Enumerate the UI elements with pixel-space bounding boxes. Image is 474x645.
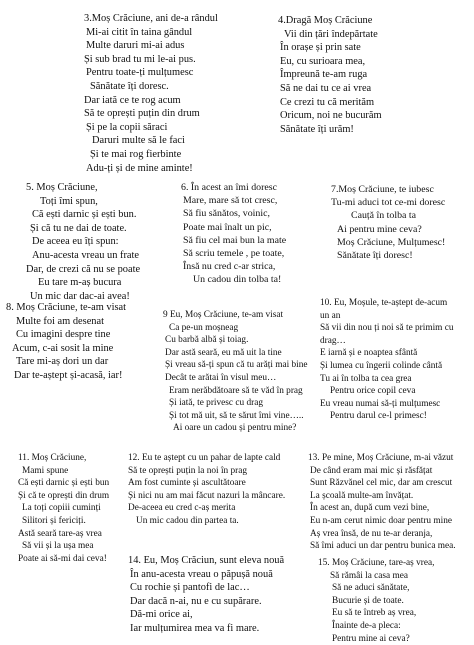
poem-line: Și că te oprești din drum (18, 490, 110, 501)
poem-line: 4.Dragă Moș Crăciune (278, 15, 373, 26)
poem-line: Un mic dar dac-ai avea! (30, 290, 130, 302)
poem-line: Eu să te întreb aș vrea, (332, 608, 417, 619)
poem-line: Un mic cadou din partea ta. (136, 515, 239, 526)
poem-line: Să scriu temele , pe toate, (183, 248, 285, 260)
poem-line: drag… (320, 335, 346, 346)
poem-line: La școală multe-am învățat. (310, 490, 414, 501)
poem-line: 3.Moș Crăciune, ani de-a rândul (84, 13, 218, 24)
poem-line: Împreună te-am ruga (280, 69, 368, 81)
poem-7 (331, 183, 445, 262)
poem-line: De-aceea eu cred c-aș merita (128, 503, 236, 514)
poem-6 (181, 181, 286, 287)
poem-10 (320, 297, 454, 423)
poem-line: Înainte de-a pleca: (332, 620, 401, 631)
poem-line: Pentru mine ai ceva? (332, 633, 410, 644)
poem-line: Toți îmi spun, (40, 195, 98, 207)
poem-4 (278, 14, 382, 136)
poem-line: Și tot mă uit, să te sărut îmi vine….. (169, 410, 304, 421)
poem-14 (128, 554, 284, 636)
poem-line: Să vii și la ușa mea (22, 541, 94, 552)
poem-line: Dar astă seară, eu mă uit la tine (165, 347, 282, 358)
poem-line: Sănătate îți doresc. (90, 80, 169, 92)
poem-line: Sănătate îți doresc! (337, 250, 413, 262)
poem-11 (18, 452, 109, 565)
poem-line: Am fost cuminte și ascultătoare (128, 478, 246, 489)
poem-line: Și sub brad tu mi le-ai pus. (84, 53, 196, 65)
poem-line: În acest an, după cum vezi bine, (310, 503, 430, 514)
poem-line: Ai pentru mine ceva? (337, 223, 422, 235)
poem-3 (84, 12, 218, 175)
poem-line: Că ești darnic și ești bun. (32, 209, 137, 221)
poem-line: Sănătate îți urăm! (280, 123, 354, 135)
poem-line: Tare mi-aș dori un dar (16, 356, 109, 368)
poem-line: 5. Moș Crăciune, (26, 182, 98, 193)
poem-line: Ce crezi tu că merităm (280, 96, 375, 108)
poem-line: Dar te-aștept și-acasă, iar! (14, 369, 123, 381)
poem-line: Eu vreau numai să-ți mulțumesc (320, 398, 441, 409)
poem-line: Să rămâi la casa mea (330, 570, 408, 581)
poem-line: 7.Moș Crăciune, te iubesc (331, 184, 434, 195)
poem-line: Mi-ai citit în taina gândul (86, 26, 193, 38)
poem-line: Bucurie și de toate. (332, 595, 404, 606)
poem-line: Eram nerăbdătoare să te văd în prag (169, 385, 303, 396)
poem-line: Să ne aduci sănătate, (332, 583, 410, 594)
poem-line: În orașe și prin sate (280, 42, 361, 54)
poem-line: Și te mai rog fierbinte (90, 148, 182, 160)
poem-line: Cauță în tolba ta (351, 210, 416, 222)
poem-15 (318, 557, 434, 645)
poem-line: Astă seară tare-aș vrea (18, 528, 102, 539)
poem-line: Și că tu ne dai de toate. (30, 222, 127, 234)
poem-line: Mare, mare să tot cresc, (183, 195, 278, 207)
poem-line: Pentru darul ce-l primesc! (330, 411, 427, 422)
poem-13 (308, 452, 456, 553)
poem-line: Dar dacă n-ai, nu e cu supărare. (130, 595, 262, 607)
poem-line: De aceea eu îți spun: (32, 236, 119, 248)
poem-line: Acum, c-ai sosit la mine (12, 342, 114, 354)
poem-line: Să îmi aduci un dar pentru bunica mea. (310, 541, 456, 552)
poem-line: Daruri multe să le faci (92, 135, 185, 147)
poem-line: Ca pe-un moșneag (169, 322, 239, 333)
poem-line: Dar, de crezi că nu se poate (26, 263, 141, 275)
poem-9 (163, 309, 308, 435)
poem-line: 12. Eu te aștept cu un pahar de lapte cald (128, 453, 281, 463)
poem-line: La toți copiii cuminți (22, 503, 101, 514)
poem-line: Și nici nu am mai făcut nazuri la mâncare. (128, 490, 286, 501)
poem-line: Însă nu cred c-ar strica, (183, 261, 276, 273)
poem-line: Anu-acesta vreau un frate (32, 249, 140, 261)
poem-line: un an (320, 310, 341, 321)
poem-line: Aș vrea însă, de nu te-ar deranja, (310, 528, 433, 539)
poem-12 (128, 452, 285, 528)
poem-line: Poate ai să-mi dai ceva! (18, 553, 107, 564)
poem-line: Ai oare un cadou și pentru mine? (173, 423, 297, 434)
poem-line: Și lumea cu îngerii colinde cântă (320, 360, 443, 371)
poem-line: Și vreau să-ți spun că tu arăți mai bine (165, 360, 308, 371)
poem-line: Moș Crăciune, Mulțumesc! (337, 236, 446, 248)
poem-line: Oricum, noi ne bucurăm (280, 110, 382, 122)
poem-line: 6. În acest an îmi doresc (181, 182, 277, 193)
poem-line: E iarnă și e noaptea sfântă (320, 348, 418, 359)
poem-line: Multe foi am desenat (16, 315, 105, 327)
poem-line: Cu barbă albă și toiag. (165, 335, 249, 346)
poem-line: Iar mulțumirea mea va fi mare. (130, 622, 260, 634)
poem-line: Decât te arătai în visul meu… (165, 372, 277, 383)
poem-line: Dar iată ce te rog acum (84, 94, 181, 106)
poem-line: Vii din țări îndepărtate (284, 28, 378, 40)
poem-8 (6, 301, 126, 383)
poem-line: Mami spune (22, 465, 69, 476)
poem-line: Și pe la copii săraci (86, 121, 168, 133)
poem-line: Tu ai în tolba ta cea grea (320, 373, 412, 384)
poem-line: Eu, cu surioara mea, (280, 55, 366, 67)
poem-line: Să ne dai tu ce ai vrea (280, 82, 372, 94)
poem-line: Pentru toate-ți mulțumesc (86, 67, 194, 79)
poem-line: Poate mai înalt un pic, (183, 221, 272, 233)
poem-line: Eu tare m-aș bucura (38, 277, 122, 289)
poem-line: Să vii din nou ți noi să te primim cu (320, 323, 454, 334)
poem-line: Dă-mi orice ai, (130, 609, 193, 621)
poem-line: 15. Moș Crăciune, tare-aș vrea, (318, 558, 435, 568)
poem-line: Sunt Răzvănel cel mic, dar am crescut (310, 478, 453, 489)
poem-5 (26, 181, 140, 303)
poem-line: Și iată, te privesc cu drag (169, 398, 263, 409)
poem-line: Că ești darnic și ești bun (18, 478, 110, 489)
poem-line: Silitori și fericiți. (22, 515, 86, 526)
poem-line: Pentru orice copil ceva (330, 386, 416, 397)
poem-line: 8. Moș Crăciune, te-am visat (6, 302, 127, 313)
poem-line: Eu n-am cerut nimic doar pentru mine (310, 515, 452, 526)
poem-line: Să te oprești puțin la noi în prag (128, 465, 248, 476)
poem-line: Cu imagini despre tine (16, 329, 111, 341)
poem-line: 9 Eu, Moș Crăciune, te-am visat (163, 310, 284, 320)
poem-line: Să fiu cel mai bun la mate (183, 234, 287, 246)
poem-line: 11. Moș Crăciune, (18, 453, 87, 463)
poem-line: De când eram mai mic și răsfățat (310, 465, 433, 476)
poem-line: 13. Pe mine, Moș Crăciune, m-ai văzut (308, 453, 454, 463)
poem-line: Un cadou din tolba ta! (193, 274, 282, 286)
poem-line: Tu-mi aduci tot ce-mi doresc (331, 197, 446, 209)
poem-line: Multe daruri mi-ai adus (86, 40, 185, 52)
poem-line: 10. Eu, Moșule, te-aștept de-acum (320, 298, 448, 308)
poem-line: 14. Eu, Moș Crăciun, sunt eleva nouă (128, 555, 285, 566)
poem-line: Cu rochie și pantofi de lac… (130, 582, 250, 594)
poem-line: Să te oprești puțin din drum (84, 108, 200, 120)
poem-line: Să fiu sănătos, voinic, (183, 208, 270, 220)
poem-line: Adu-ți și de mine aminte! (86, 162, 193, 174)
poem-line: În anu-acesta vreau o păpușă nouă (130, 568, 273, 580)
